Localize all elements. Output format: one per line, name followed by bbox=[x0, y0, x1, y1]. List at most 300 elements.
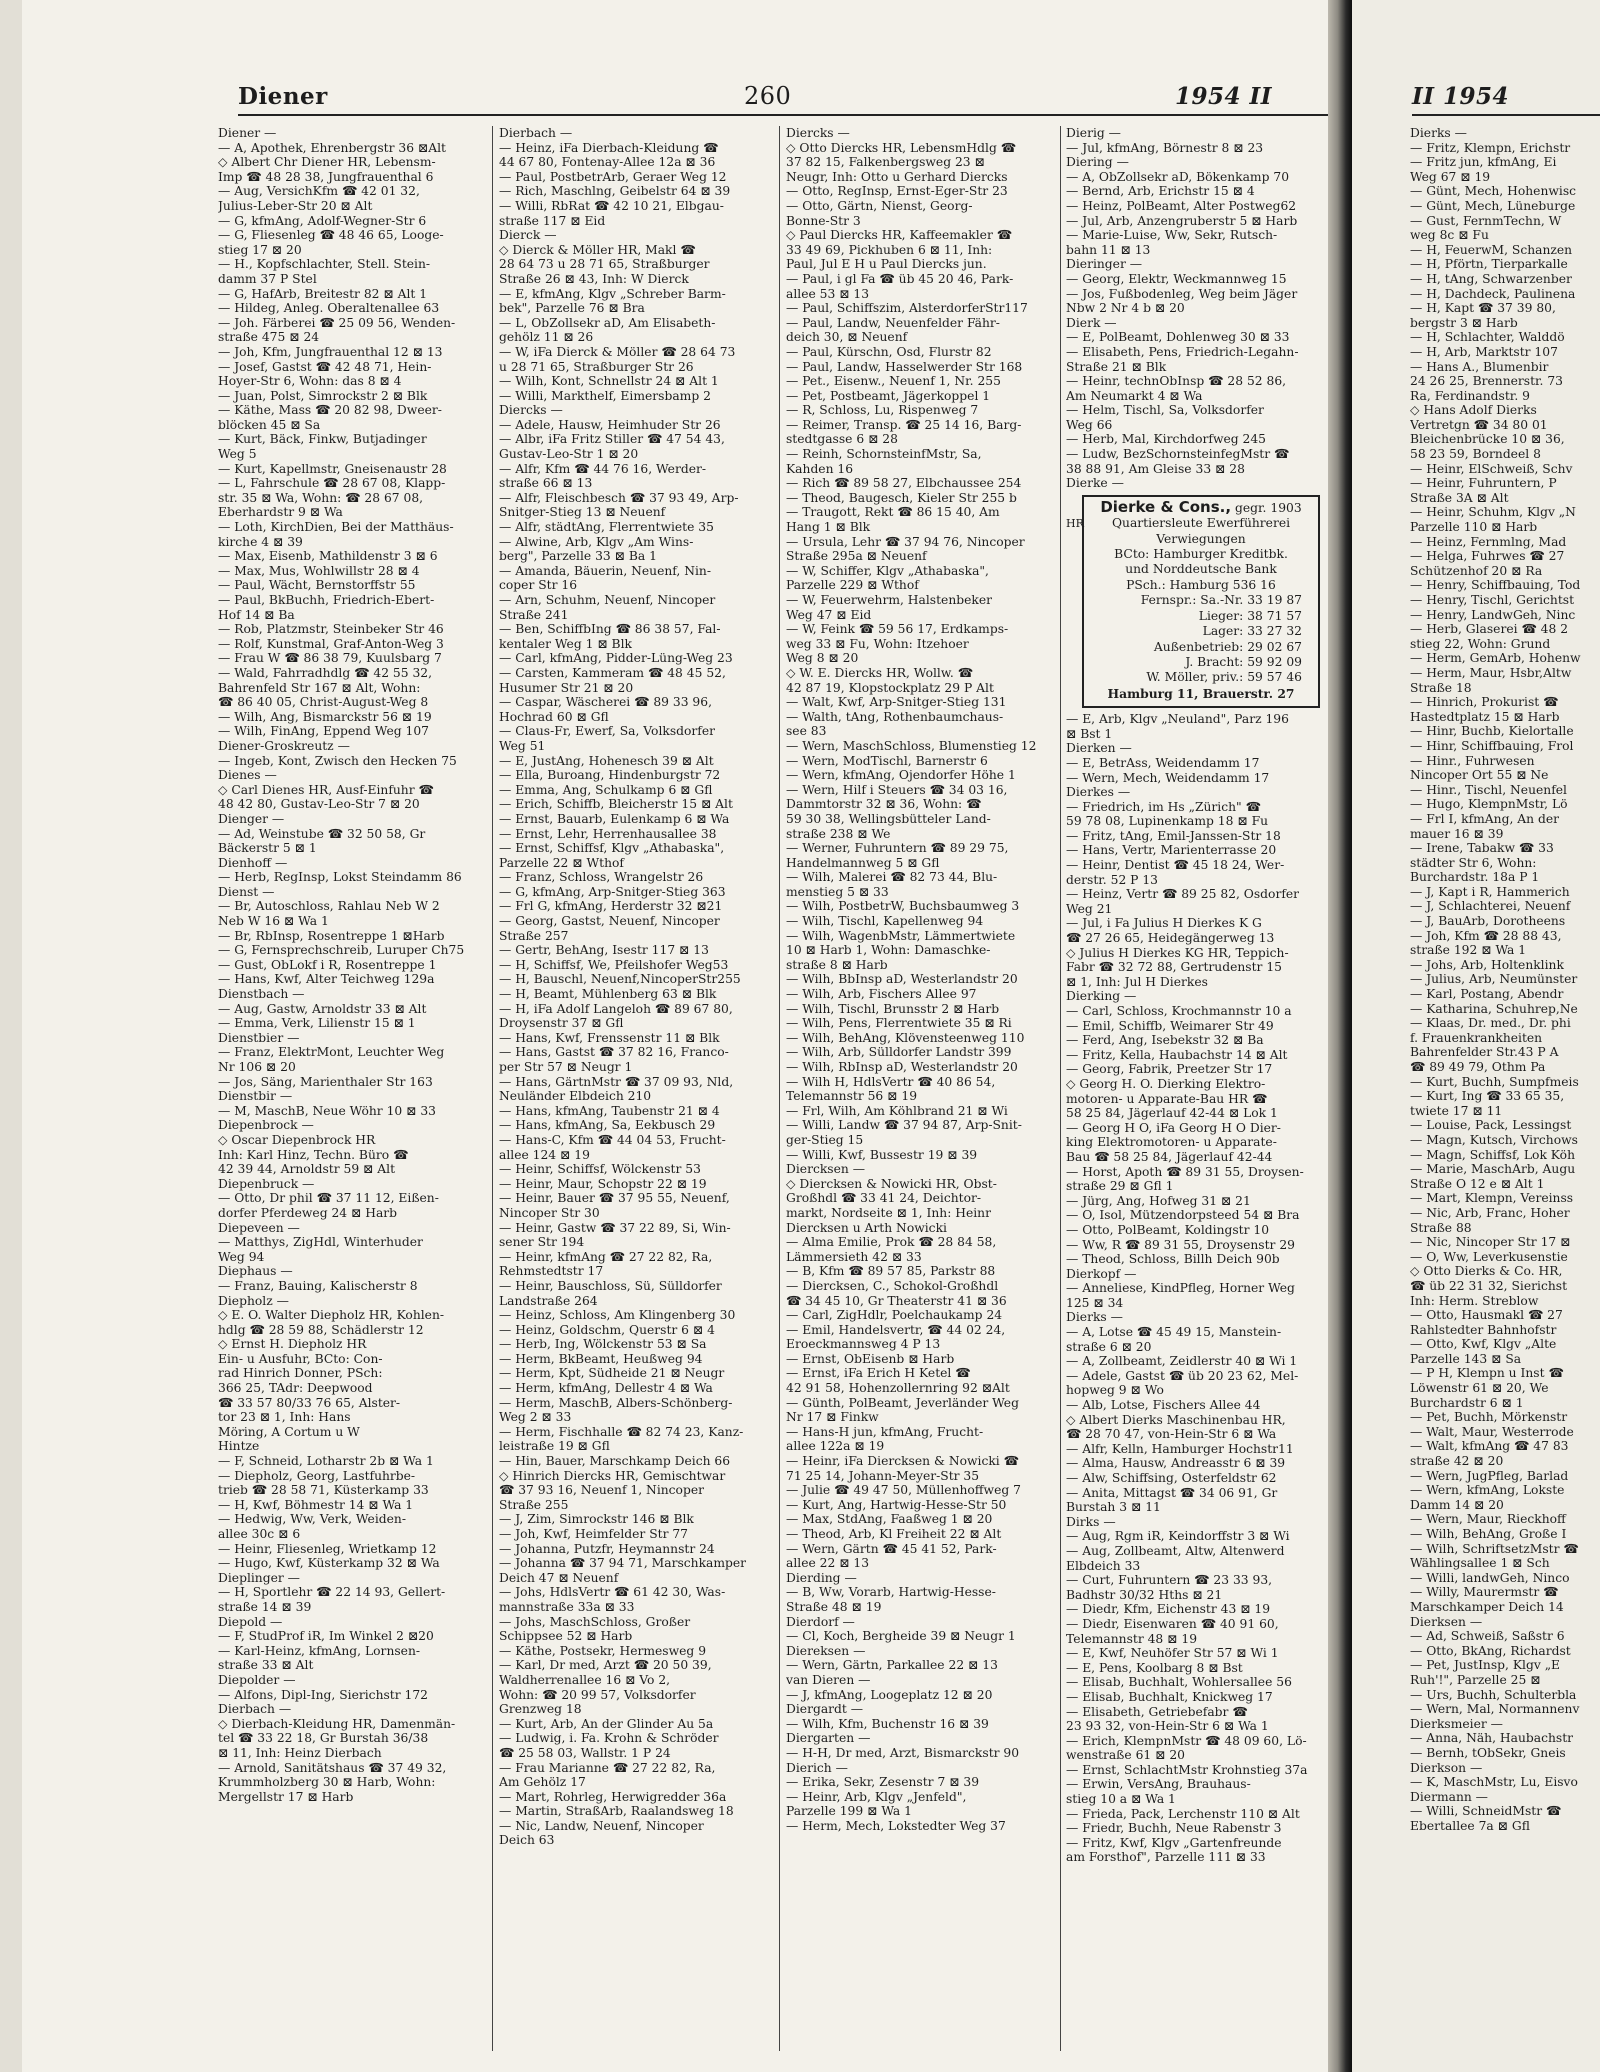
directory-entry: — Cl, Koch, Bergheide 39 ⊠ Neugr 1 bbox=[786, 1629, 1016, 1644]
directory-entry: — Jos, Fußbodenleg, Weg beim Jäger bbox=[1066, 286, 1298, 301]
directory-entry: Weg 8 ⊠ 20 bbox=[786, 651, 859, 666]
directory-entry: — Carsten, Kammeram ☎ 48 45 52, bbox=[499, 665, 726, 680]
directory-entry: — Wern, Mech, Weidendamm 17 bbox=[1066, 770, 1270, 785]
directory-entry: — H, Bauschl, Neuenf,NincoperStr255 bbox=[499, 972, 741, 987]
directory-entry: Waldherrenallee 16 ⊠ Vo 2, bbox=[499, 1672, 671, 1687]
directory-entry: — Hans A., Blumenbir bbox=[1410, 359, 1549, 374]
directory-entry: — Emma, Ang, Schulkamp 6 ⊠ Gfl bbox=[499, 782, 713, 797]
directory-entry: — R, Schloss, Lu, Rispenweg 7 bbox=[786, 403, 979, 418]
directory-entry: — Erwin, VersAng, Brauhaus- bbox=[1066, 1777, 1251, 1792]
directory-entry: Diepholz — bbox=[218, 1293, 289, 1308]
directory-entry: — Ernst, Bauarb, Eulenkamp 6 ⊠ Wa bbox=[499, 811, 730, 826]
directory-entry: — Elisab, Buchhalt, Wohlersallee 56 bbox=[1066, 1675, 1292, 1690]
directory-entry: 44 67 80, Fontenay-Allee 12a ⊠ 36 bbox=[499, 155, 716, 170]
directory-entry: Diergarten — bbox=[786, 1731, 871, 1746]
directory-entry: — Max, Mus, Wohlwillstr 28 ⊠ 4 bbox=[218, 563, 420, 578]
directory-entry: — L, Fahrschule ☎ 28 67 08, Klapp- bbox=[218, 476, 446, 491]
directory-entry: — Joh, Kfm ☎ 28 88 43, bbox=[1410, 928, 1562, 943]
directory-entry: — Kurt, Ing ☎ 33 65 35, bbox=[1410, 1089, 1565, 1104]
directory-entry: — Franz, Bauing, Kalischerstr 8 bbox=[218, 1278, 418, 1293]
directory-entry: motoren- u Apparate-Bau HR ☎ bbox=[1066, 1091, 1268, 1106]
directory-entry: — Bernd, Arb, Erichstr 15 ⊠ 4 bbox=[1066, 184, 1255, 199]
directory-entry: — H-H, Dr med, Arzt, Bismarckstr 90 bbox=[786, 1745, 1020, 1760]
directory-entry: — Wilh, Malerei ☎ 82 73 44, Blu- bbox=[786, 870, 998, 885]
directory-entry: — Magn, Schiffsf, Lok Köh bbox=[1410, 1147, 1575, 1162]
directory-entry: Straße 48 ⊠ 19 bbox=[786, 1599, 882, 1614]
directory-entry: — Paul, PostbetrArb, Geraer Weg 12 bbox=[499, 169, 727, 184]
directory-entry: — Ben, SchiffbIng ☎ 86 38 57, Fal- bbox=[499, 622, 721, 637]
directory-entry: allee 22 ⊠ 13 bbox=[786, 1556, 870, 1571]
directory-entry: — Käthe, Postsekr, Hermesweg 9 bbox=[499, 1643, 707, 1658]
directory-entry: stedtgasse 6 ⊠ 28 bbox=[786, 432, 898, 447]
directory-entry: — A, ObZollsekr aD, Bökenkamp 70 bbox=[1066, 169, 1290, 184]
directory-entry: — Wilh, PostbetrW, Buchsbaumweg 3 bbox=[786, 899, 1020, 914]
directory-entry: — Anneliese, KindPfleg, Horner Weg bbox=[1066, 1281, 1295, 1296]
facing-page-year: II 1954 bbox=[1412, 83, 1510, 110]
directory-entry: kentaler Weg 1 ⊠ Blk bbox=[499, 636, 632, 651]
directory-entry: Parzelle 143 ⊠ Sa bbox=[1410, 1351, 1522, 1366]
directory-entry: hopweg 9 ⊠ Wo bbox=[1066, 1383, 1164, 1398]
directory-column-4 bbox=[1066, 126, 1328, 2056]
directory-entry: straße 33 ⊠ Alt bbox=[218, 1658, 314, 1673]
directory-entry: Bleichenbrücke 10 ⊠ 36, bbox=[1410, 432, 1565, 447]
directory-entry: straße 42 ⊠ 20 bbox=[1410, 1454, 1504, 1469]
directory-entry: — Wilh, Arb, Sülldorfer Landstr 399 bbox=[786, 1045, 1012, 1060]
directory-entry: Grenzweg 18 bbox=[499, 1702, 582, 1717]
directory-entry: — Paul, Kürschn, Osd, Flurstr 82 bbox=[786, 344, 992, 359]
directory-entry: 23 93 32, von-Hein-Str 6 ⊠ Wa 1 bbox=[1066, 1719, 1269, 1734]
directory-entry: — Alb, Lotse, Fischers Allee 44 bbox=[1066, 1398, 1261, 1413]
directory-entry: am Forsthof", Parzelle 111 ⊠ 33 bbox=[1066, 1850, 1266, 1865]
directory-entry: — Erika, Sekr, Zesenstr 7 ⊠ 39 bbox=[786, 1775, 980, 1790]
directory-entry: 59 30 38, Wellingsbütteler Land- bbox=[786, 811, 991, 826]
directory-entry: — Herb, Ing, Wölckenstr 53 ⊠ Sa bbox=[499, 1337, 707, 1352]
directory-entry: — Paul, BkBuchh, Friedrich-Ebert- bbox=[218, 593, 435, 607]
directory-entry: — Georg, Elektr, Weckmannweg 15 bbox=[1066, 271, 1287, 286]
ad-phone-line: Außenbetrieb: 29 02 67 bbox=[1153, 639, 1302, 654]
directory-entry: — Otto, Kwf, Klgv „Alte bbox=[1410, 1337, 1557, 1352]
directory-entry: — Kurt, Bäck, Finkw, Butjadinger bbox=[218, 432, 427, 447]
directory-entry: ◇ W. E. Diercks HR, Wollw. ☎ bbox=[786, 665, 974, 680]
directory-entry: Diepold — bbox=[218, 1614, 283, 1629]
directory-entry: — Jul, Arb, Anzengruberstr 5 ⊠ Harb bbox=[1066, 213, 1298, 228]
directory-entry: — Curt, Fuhruntern ☎ 23 33 93, bbox=[1066, 1573, 1273, 1588]
directory-entry: — Paul, Landw, Neuenfelder Fähr- bbox=[786, 315, 1000, 330]
directory-entry: Burchardstr. 18a P 1 bbox=[1410, 870, 1540, 885]
directory-entry: — Franz, Schloss, Wrangelstr 26 bbox=[499, 870, 704, 885]
directory-entry: — Otto, Dr phil ☎ 37 11 12, Eißen- bbox=[218, 1191, 439, 1206]
directory-entry: — Heinz, PolBeamt, Alter Postweg62 bbox=[1066, 198, 1297, 213]
directory-entry: ◇ Dierck & Möller HR, Makl ☎ bbox=[499, 242, 696, 257]
directory-entry: — Helga, Fuhrwes ☎ 27 bbox=[1410, 549, 1565, 564]
directory-entry: rad Hinrich Donner, PSch: bbox=[218, 1366, 383, 1381]
column-divider bbox=[1060, 126, 1061, 2051]
directory-entry: Weg 21 bbox=[1066, 901, 1113, 916]
directory-entry: — Theod, Arb, Kl Freiheit 22 ⊠ Alt bbox=[786, 1527, 1002, 1541]
directory-entry: — H, Dachdeck, Paulinena bbox=[1410, 286, 1576, 301]
directory-entry: Deich 63 bbox=[499, 1833, 555, 1848]
directory-entry: Hoyer-Str 6, Wohn: das 8 ⊠ 4 bbox=[218, 374, 402, 389]
directory-entry: — Walt, Kwf, Arp-Snitger-Stieg 131 bbox=[786, 695, 1007, 710]
directory-entry: — Adele, Hausw, Heimhuder Str 26 bbox=[499, 417, 721, 432]
directory-entry: — Johs, MaschSchloss, Großer bbox=[499, 1614, 691, 1629]
directory-entry: dorfer Pferdeweg 24 ⊠ Harb bbox=[218, 1205, 398, 1220]
directory-entry: Fabr ☎ 32 72 88, Gertrudenstr 15 bbox=[1066, 960, 1282, 975]
directory-entry: — Klaas, Dr. med., Dr. phi bbox=[1410, 1016, 1571, 1031]
page-number: 260 bbox=[744, 82, 792, 110]
directory-entry: — Julius, Arb, Neumünster bbox=[1410, 972, 1578, 987]
directory-entry: — Wilh, BbInsp aD, Westerlandstr 20 bbox=[786, 972, 1018, 987]
directory-entry: straße 14 ⊠ 39 bbox=[218, 1599, 312, 1614]
directory-entry: — G, HafArb, Breitestr 82 ⊠ Alt 1 bbox=[218, 286, 428, 301]
directory-entry: — Hugo, Kwf, Küsterkamp 32 ⊠ Wa bbox=[218, 1556, 440, 1571]
directory-entry: Dierken — bbox=[1066, 741, 1132, 756]
ad-line: PSch.: Hamburg 536 16 bbox=[1126, 577, 1276, 592]
directory-entry: — Arnold, Sanitätshaus ☎ 37 49 32, bbox=[218, 1760, 447, 1775]
directory-entry: Straße 26 ⊠ 43, Inh: W Dierck bbox=[499, 271, 689, 286]
directory-entry: — Ww, R ☎ 89 31 55, Droysenstr 29 bbox=[1066, 1237, 1295, 1252]
directory-entry: — Hans, GärtnMstr ☎ 37 09 93, Nld, bbox=[499, 1074, 734, 1089]
directory-entry: — Gertr, BehAng, Isestr 117 ⊠ 13 bbox=[499, 943, 709, 958]
directory-entry: 38 88 91, Am Gleise 33 ⊠ 28 bbox=[1066, 461, 1245, 476]
directory-entry: — M, MaschB, Neue Wöhr 10 ⊠ 33 bbox=[218, 1103, 436, 1118]
directory-entry: Parzelle 199 ⊠ Wa 1 bbox=[786, 1804, 912, 1819]
directory-entry: — Walth, tAng, Rothenbaumchaus- bbox=[786, 709, 1004, 724]
ad-phone-line: Lager: 33 27 32 bbox=[1202, 624, 1302, 639]
directory-entry: — Wern, Hilf i Steuers ☎ 34 03 16, bbox=[786, 782, 1008, 797]
directory-entry: — Jul, kfmAng, Börnestr 8 ⊠ 23 bbox=[1066, 140, 1264, 155]
directory-entry: — Hans, Kwf, Frenssenstr 11 ⊠ Blk bbox=[499, 1030, 720, 1045]
directory-entry: — Walt, Maur, Westerrode bbox=[1410, 1424, 1574, 1439]
ad-address: Hamburg 11, Brauerstr. 27 bbox=[1107, 685, 1295, 701]
directory-entry: Bäckerstr 5 ⊠ 1 bbox=[218, 841, 317, 856]
directory-entry: — Gust, FernmTechn, W bbox=[1410, 213, 1562, 228]
directory-entry: stieg 17 ⊠ 20 bbox=[218, 242, 302, 257]
directory-entry: Wohn: ☎ 20 99 57, Volksdorfer bbox=[499, 1687, 696, 1702]
directory-entry: — Max, Eisenb, Mathildenstr 3 ⊠ 6 bbox=[218, 549, 438, 564]
directory-entry: — Carl, Schloss, Krochmannstr 10 a bbox=[1066, 1004, 1292, 1018]
directory-entry: Hochrad 60 ⊠ Gfl bbox=[499, 709, 609, 724]
directory-entry: Husumer Str 21 ⊠ 20 bbox=[499, 680, 634, 695]
directory-entry: Damm 14 ⊠ 20 bbox=[1410, 1497, 1504, 1512]
directory-entry: — Alfr, Kelln, Hamburger Hochstr11 bbox=[1066, 1441, 1294, 1456]
directory-entry: — Frau Marianne ☎ 27 22 82, Ra, bbox=[499, 1760, 716, 1775]
directory-entry: — Claus-Fr, Ewerf, Sa, Volksdorfer bbox=[499, 724, 716, 739]
directory-entry: — G, Fliesenleg ☎ 48 46 65, Looge- bbox=[218, 228, 444, 243]
directory-entry: — Hin, Bauer, Marschkamp Deich 66 bbox=[499, 1454, 731, 1469]
directory-entry: Wählingsallee 1 ⊠ Sch bbox=[1410, 1556, 1550, 1571]
directory-entry: Straße 21 ⊠ Blk bbox=[1066, 359, 1167, 374]
directory-entry: — Ludw, BezSchornsteinfegMstr ☎ bbox=[1066, 447, 1290, 462]
directory-entry: weg 33 ⊠ Fu, Wohn: Itzehoer bbox=[786, 636, 969, 651]
directory-entry: Dienhoff — bbox=[218, 855, 288, 870]
directory-entry: — Emil, Schiffb, Weimarer Str 49 bbox=[1066, 1018, 1274, 1033]
directory-entry: — Ad, Schweiß, Saßstr 6 bbox=[1410, 1629, 1565, 1644]
directory-entry: ◇ Georg H. O. Dierking Elektro- bbox=[1066, 1076, 1266, 1091]
directory-entry: Landstraße 264 bbox=[499, 1293, 598, 1308]
directory-entry: — Alfons, Dipl-Ing, Sierichstr 172 bbox=[218, 1687, 429, 1702]
directory-entry: ◇ Carl Dienes HR, Ausf-Einfuhr ☎ bbox=[218, 782, 434, 797]
directory-entry: — Joh. Färberei ☎ 25 09 56, Wenden- bbox=[218, 315, 456, 330]
directory-entry: ◇ Dierbach-Kleidung HR, Damenmän- bbox=[218, 1716, 456, 1731]
directory-entry: — Wilh, Tischl, Kapellenweg 94 bbox=[786, 914, 984, 929]
directory-entry: Dierksmeier — bbox=[1410, 1716, 1503, 1731]
directory-entry: — Heinr, Maur, Schopstr 22 ⊠ 19 bbox=[499, 1176, 707, 1191]
directory-entry: bahn 11 ⊠ 13 bbox=[1066, 242, 1151, 257]
directory-entry: — Elisab, Buchhalt, Knickweg 17 bbox=[1066, 1689, 1273, 1704]
directory-entry: städter Str 6, Wohn: bbox=[1410, 855, 1537, 870]
ad-phone-line: W. Möller, priv.: 59 57 46 bbox=[1146, 670, 1302, 685]
directory-entry: Am Neumarkt 4 ⊠ Wa bbox=[1066, 388, 1203, 403]
directory-entry: — Alfr, Kfm ☎ 44 76 16, Werder- bbox=[499, 461, 706, 476]
directory-entry: — Erich, Schiffb, Bleicherstr 15 ⊠ Alt bbox=[499, 797, 733, 812]
directory-entry: — Arn, Schuhm, Neuenf, Nincoper bbox=[499, 593, 716, 607]
directory-entry: Badhstr 30/32 Hths ⊠ 21 bbox=[1066, 1587, 1223, 1602]
directory-entry: — Heinr, Fliesenleg, Wrietkamp 12 bbox=[218, 1541, 437, 1556]
directory-entry: ◇ Albert Dierks Maschinenbau HR, bbox=[1066, 1412, 1286, 1427]
directory-entry: Dieplinger — bbox=[218, 1570, 300, 1585]
directory-entry: Telemannstr 48 ⊠ 19 bbox=[1066, 1631, 1198, 1646]
directory-entry: straße 29 ⊠ Gfl 1 bbox=[1066, 1179, 1174, 1194]
directory-entry: — Herb, Glaserei ☎ 48 2 bbox=[1410, 622, 1569, 637]
directory-entry: — Anna, Näh, Haubachstr bbox=[1410, 1731, 1574, 1746]
directory-entry: — J, kfmAng, Loogeplatz 12 ⊠ 20 bbox=[786, 1687, 993, 1702]
directory-entry: — Herm, kfmAng, Dellestr 4 ⊠ Wa bbox=[499, 1381, 713, 1396]
directory-entry: Weg 94 bbox=[218, 1249, 265, 1264]
directory-entry: — Hans, Gastst ☎ 37 82 16, Franco- bbox=[499, 1045, 729, 1060]
directory-entry: Diercks — bbox=[786, 126, 850, 140]
directory-entry: straße 475 ⊠ 24 bbox=[218, 330, 320, 345]
directory-entry: Diercksen — bbox=[786, 1162, 865, 1177]
directory-entry: Diering — bbox=[1066, 155, 1129, 170]
directory-entry: allee 124 ⊠ 19 bbox=[499, 1147, 590, 1162]
directory-entry: — Willi, Kwf, Bussestr 19 ⊠ 39 bbox=[786, 1147, 978, 1162]
directory-entry: — F, StudProf iR, Im Winkel 2 ⊠20 bbox=[218, 1629, 434, 1644]
directory-entry: — Heinr, Schuhm, Klgv „N bbox=[1410, 505, 1576, 520]
directory-entry: Diereksen — bbox=[786, 1643, 866, 1658]
directory-entry: — L, ObZollsekr aD, Am Elisabeth- bbox=[499, 315, 716, 330]
directory-entry: — Günth, PolBeamt, Jeverländer Weg bbox=[786, 1395, 1019, 1410]
directory-entry: — Willy, Maurermstr ☎ bbox=[1410, 1585, 1559, 1600]
directory-entry: Möring, A Cortum u W bbox=[218, 1424, 360, 1439]
directory-entry: str. 35 ⊠ Wa, Wohn: ☎ 28 67 08, bbox=[218, 490, 424, 505]
directory-entry: — Loth, KirchDien, Bei der Matthäus- bbox=[218, 520, 454, 535]
directory-entry: ☎ 34 45 10, Gr Theaterstr 41 ⊠ 36 bbox=[786, 1293, 1007, 1308]
directory-entry: — H, Schlachter, Walddö bbox=[1410, 330, 1565, 345]
directory-entry: Dierbach — bbox=[499, 126, 573, 140]
directory-entry: Julius-Leber-Str 20 ⊠ Alt bbox=[218, 198, 373, 213]
directory-entry: Lämmersieth 42 ⊠ 33 bbox=[786, 1249, 922, 1264]
directory-entry: — Wilh, SchriftsetzMstr ☎ bbox=[1410, 1541, 1579, 1556]
directory-entry: Diepenbruck — bbox=[218, 1176, 315, 1191]
directory-entry: 59 78 08, Lupinenkamp 18 ⊠ Fu bbox=[1066, 814, 1269, 829]
directory-entry: Dierkopf — bbox=[1066, 1266, 1137, 1281]
directory-entry: — Matthys, ZigHdl, Winterhuder bbox=[218, 1235, 423, 1250]
header-year: 1954 II bbox=[1174, 83, 1272, 110]
page-header bbox=[238, 70, 1328, 116]
directory-entry: — Albr, iFa Fritz Stiller ☎ 47 54 43, bbox=[499, 432, 725, 447]
directory-entry: — W, Feink ☎ 59 56 17, Erdkamps- bbox=[786, 622, 1009, 637]
directory-entry: Weg 2 ⊠ 33 bbox=[499, 1410, 572, 1425]
ad-phone-line: Fernspr.: Sa.-Nr. 33 19 87 bbox=[1140, 593, 1302, 608]
directory-entry: — Heinr, kfmAng ☎ 27 22 82, Ra, bbox=[499, 1249, 713, 1264]
directory-entry: — Wern, Maur, Rieckhoff bbox=[1410, 1512, 1566, 1527]
directory-entry: — Heinz, Schloss, Am Klingenberg 30 bbox=[499, 1308, 736, 1323]
directory-entry: Bahrenfeld Str 167 ⊠ Alt, Wohn: bbox=[218, 680, 421, 695]
directory-entry: Diepolder — bbox=[218, 1672, 296, 1687]
ad-phone-line: J. Bracht: 59 92 09 bbox=[1185, 654, 1302, 669]
directory-entry: Bahrenfelder Str.43 P A bbox=[1410, 1045, 1559, 1060]
directory-entry: mannstraße 33a ⊠ 33 bbox=[499, 1599, 635, 1614]
directory-entry: — Pet, Postbeamt, Jägerkoppel 1 bbox=[786, 388, 991, 403]
directory-entry: weg 8c ⊠ Fu bbox=[1410, 228, 1489, 243]
directory-entry: Eroeckmannsweg 4 P 13 bbox=[786, 1337, 941, 1352]
directory-entry: straße 117 ⊠ Eid bbox=[499, 213, 606, 228]
directory-entry: — Herm, GemArb, Hohenw bbox=[1410, 651, 1581, 666]
directory-entry: — H, Kwf, Böhmestr 14 ⊠ Wa 1 bbox=[218, 1497, 414, 1512]
directory-entry: — Anita, Mittagst ☎ 34 06 91, Gr bbox=[1066, 1485, 1278, 1500]
directory-entry: 42 39 44, Arnoldstr 59 ⊠ Alt bbox=[218, 1162, 396, 1177]
directory-entry: Weg 51 bbox=[499, 738, 546, 753]
directory-entry: — Ingeb, Kont, Zwisch den Hecken 75 bbox=[218, 753, 457, 768]
directory-entry: Straße 241 bbox=[499, 607, 569, 622]
directory-entry: — H, iFa Adolf Langeloh ☎ 89 67 80, bbox=[499, 1001, 733, 1016]
directory-entry: — Alfr, Fleischbesch ☎ 37 93 49, Arp- bbox=[499, 490, 739, 505]
directory-entry: — Nic, Landw, Neuenf, Nincoper bbox=[499, 1818, 704, 1833]
directory-entry: — W, Feuerwehrm, Halstenbeker bbox=[786, 593, 992, 607]
directory-entry: — Wern, JugPfleg, Barlad bbox=[1410, 1468, 1569, 1483]
directory-entry: Weg 67 ⊠ 19 bbox=[1410, 169, 1491, 184]
directory-entry: — Ernst, ObEisenb ⊠ Harb bbox=[786, 1351, 955, 1366]
directory-entry: Dierkson — bbox=[1410, 1760, 1483, 1775]
directory-entry: — Theod, Baugesch, Kieler Str 255 b bbox=[786, 490, 1017, 505]
directory-entry: per Str 57 ⊠ Neugr 1 bbox=[499, 1060, 633, 1074]
directory-entry: — H, Kapt ☎ 37 39 80, bbox=[1410, 301, 1556, 316]
directory-entry: straße 8 ⊠ Harb bbox=[786, 957, 888, 972]
directory-entry: — Kurt, Arb, An der Glinder Au 5a bbox=[499, 1716, 714, 1731]
running-head-word: Diener bbox=[238, 83, 328, 110]
directory-entry: Rahlstedter Bahnhofstr bbox=[1410, 1322, 1557, 1337]
directory-entry: — Traugott, Rekt ☎ 86 15 40, Am bbox=[786, 505, 1000, 520]
directory-entry: — H, Sportlehr ☎ 22 14 93, Gellert- bbox=[218, 1585, 446, 1600]
directory-entry: 37 82 15, Falkenbergsweg 23 ⊠ bbox=[786, 155, 985, 170]
directory-entry: — Fritz, Kella, Haubachstr 14 ⊠ Alt bbox=[1066, 1047, 1288, 1062]
directory-entry: allee 30c ⊠ 6 bbox=[218, 1527, 301, 1541]
directory-entry: twiete 17 ⊠ 11 bbox=[1410, 1103, 1503, 1118]
directory-entry: — W, iFa Dierck & Möller ☎ 28 64 73 bbox=[499, 344, 736, 359]
directory-entry: — H, tAng, Schwarzenber bbox=[1410, 271, 1572, 286]
directory-entry: Elbdeich 33 bbox=[1066, 1558, 1141, 1573]
directory-entry: Dierbach — bbox=[218, 1702, 292, 1717]
directory-entry: — Georg, Gastst, Neuenf, Nincoper bbox=[499, 914, 720, 929]
directory-entry: damm 37 P Stel bbox=[218, 271, 317, 286]
directory-entry: — Heinz, Fernmlng, Mad bbox=[1410, 534, 1567, 549]
directory-entry: menstieg 5 ⊠ 33 bbox=[786, 884, 889, 899]
directory-entry: Krummholzberg 30 ⊠ Harb, Wohn: bbox=[218, 1775, 436, 1790]
directory-entry: — Nic, Arb, Franc, Hoher bbox=[1410, 1205, 1570, 1220]
directory-entry: — Karl-Heinz, kfmAng, Lornsen- bbox=[218, 1643, 421, 1658]
directory-entry: — Ursula, Lehr ☎ 37 94 76, Nincoper bbox=[786, 534, 1025, 549]
directory-entry: — Nic, Nincoper Str 17 ⊠ bbox=[1410, 1235, 1571, 1250]
directory-entry: — Diepholz, Georg, Lastfuhrbe- bbox=[218, 1468, 416, 1483]
directory-entry: stieg 22, Wohn: Grund bbox=[1410, 636, 1551, 651]
directory-entry: — Otto, RegInsp, Ernst-Eger-Str 23 bbox=[786, 184, 1008, 199]
directory-entry: — J, Kapt i R, Hammerich bbox=[1410, 884, 1570, 899]
directory-entry: — J, Schlachterei, Neuenf bbox=[1410, 899, 1571, 914]
directory-entry: Dierk — bbox=[1066, 315, 1117, 330]
directory-entry: — Willi, Markthelf, Eimersbamp 2 bbox=[499, 388, 711, 403]
directory-entry: — Ludwig, i. Fa. Krohn & Schröder bbox=[499, 1731, 719, 1746]
directory-entry: — Erich, KlempnMstr ☎ 48 09 60, Lö- bbox=[1066, 1733, 1307, 1748]
directory-entry: see 83 bbox=[786, 724, 827, 739]
directory-entry: — Paul, Schiffszim, AlsterdorferStr117 bbox=[786, 301, 1028, 316]
directory-entry: — E, kfmAng, Klgv „Schreber Barm- bbox=[499, 286, 726, 301]
directory-entry: — H, Pförtn, Tierparkalle bbox=[1410, 257, 1568, 272]
directory-entry: — Heinz, Goldschm, Querstr 6 ⊠ 4 bbox=[499, 1322, 715, 1337]
directory-entry: — Otto, PolBeamt, Koldingstr 10 bbox=[1066, 1222, 1270, 1237]
directory-entry: — Frau W ☎ 86 38 79, Kuulsbarg 7 bbox=[218, 651, 442, 666]
directory-entry: — Otto, Hausmakl ☎ 27 bbox=[1410, 1308, 1563, 1323]
directory-entry: — Hans, kfmAng, Sa, Eekbusch 29 bbox=[499, 1118, 716, 1133]
directory-entry: — Frieda, Pack, Lerchenstr 110 ⊠ Alt bbox=[1066, 1806, 1300, 1821]
directory-entry: Dienger — bbox=[218, 811, 285, 826]
directory-entry: — Diedr, Eisenwaren ☎ 40 91 60, bbox=[1066, 1616, 1279, 1631]
directory-entry: ◇ Hinrich Diercks HR, Gemischtwar bbox=[499, 1468, 726, 1483]
directory-entry: Am Gehölz 17 bbox=[499, 1775, 586, 1790]
directory-entry: — Reinh, SchornsteinfMstr, Sa, bbox=[786, 447, 982, 462]
directory-entry: ⊠ 1, Inh: Jul H Dierkes bbox=[1066, 974, 1208, 989]
directory-entry: ◇ Paul Diercks HR, Kaffeemakler ☎ bbox=[786, 228, 1013, 243]
directory-entry: — Wern, Mal, Normannenv bbox=[1410, 1702, 1580, 1717]
directory-entry: ☎ 27 26 65, Heidegängerweg 13 bbox=[1066, 931, 1275, 946]
directory-entry: — Jürg, Ang, Hofweg 31 ⊠ 21 bbox=[1066, 1193, 1251, 1208]
directory-entry: — Ernst, SchlachtMstr Krohnstieg 37a bbox=[1066, 1762, 1308, 1777]
directory-entry: — Frl, Wilh, Am Köhlbrand 21 ⊠ Wi bbox=[786, 1103, 1008, 1118]
directory-entry: — Wald, Fahrradhdlg ☎ 42 55 32, bbox=[218, 665, 433, 680]
directory-entry: Straße 257 bbox=[499, 928, 569, 943]
directory-entry: — Gust, ObLokf i R, Rosentreppe 1 bbox=[218, 957, 437, 972]
directory-entry: — Fritz, Klempn, Erichstr bbox=[1410, 140, 1571, 155]
directory-entry: — Katharina, Schuhrep,Ne bbox=[1410, 1001, 1578, 1016]
directory-entry: Diepenbrock — bbox=[218, 1118, 314, 1133]
directory-entry: ⊠ 11, Inh: Heinz Dierbach bbox=[218, 1745, 382, 1760]
directory-entry: — Hinr., Fuhrwesen bbox=[1410, 753, 1535, 768]
directory-entry: — Willi, RbRat ☎ 42 10 21, Elbgau- bbox=[499, 198, 724, 213]
directory-entry: Telemannstr 56 ⊠ 19 bbox=[786, 1089, 918, 1104]
directory-entry: Droysenstr 37 ⊠ Gfl bbox=[499, 1016, 624, 1031]
directory-entry: — Otto, BkAng, Richardst bbox=[1410, 1643, 1571, 1658]
directory-entry: — Johanna ☎ 37 94 71, Marschkamper bbox=[499, 1556, 747, 1571]
directory-entry: Handelmannweg 5 ⊠ Gfl bbox=[786, 855, 940, 870]
directory-entry: Marschkamper Deich 14 bbox=[1410, 1599, 1564, 1614]
directory-entry: — Henry, Schiffbauing, Tod bbox=[1410, 578, 1581, 593]
directory-entry: — J, BauArb, Dorotheens bbox=[1410, 914, 1566, 929]
directory-entry: ◇ Oscar Diepenbrock HR bbox=[218, 1132, 376, 1147]
directory-entry: — Hinr, Schiffbauing, Frol bbox=[1410, 738, 1574, 753]
directory-entry: — Heinr, ElSchweiß, Schv bbox=[1410, 461, 1573, 476]
facing-page-header bbox=[1412, 70, 1600, 116]
directory-entry: Burstah 3 ⊠ 11 bbox=[1066, 1500, 1161, 1515]
directory-entry: markt, Nordseite ⊠ 1, Inh: Heinr bbox=[786, 1205, 991, 1220]
directory-entry: — Alfr, städtAng, Flerrentwiete 35 bbox=[499, 520, 714, 535]
directory-entry: straße 66 ⊠ 13 bbox=[499, 476, 593, 491]
directory-entry: Hof 14 ⊠ Ba bbox=[218, 607, 295, 622]
directory-entry: Nr 17 ⊠ Finkw bbox=[786, 1410, 879, 1425]
directory-entry: straße 238 ⊠ We bbox=[786, 826, 891, 841]
directory-entry: Ra, Ferdinandstr. 9 bbox=[1410, 388, 1530, 403]
directory-entry: — Herm, MaschB, Albers-Schönberg- bbox=[499, 1395, 733, 1410]
directory-entry: — Alma, Hausw, Andreasstr 6 ⊠ 39 bbox=[1066, 1456, 1286, 1471]
